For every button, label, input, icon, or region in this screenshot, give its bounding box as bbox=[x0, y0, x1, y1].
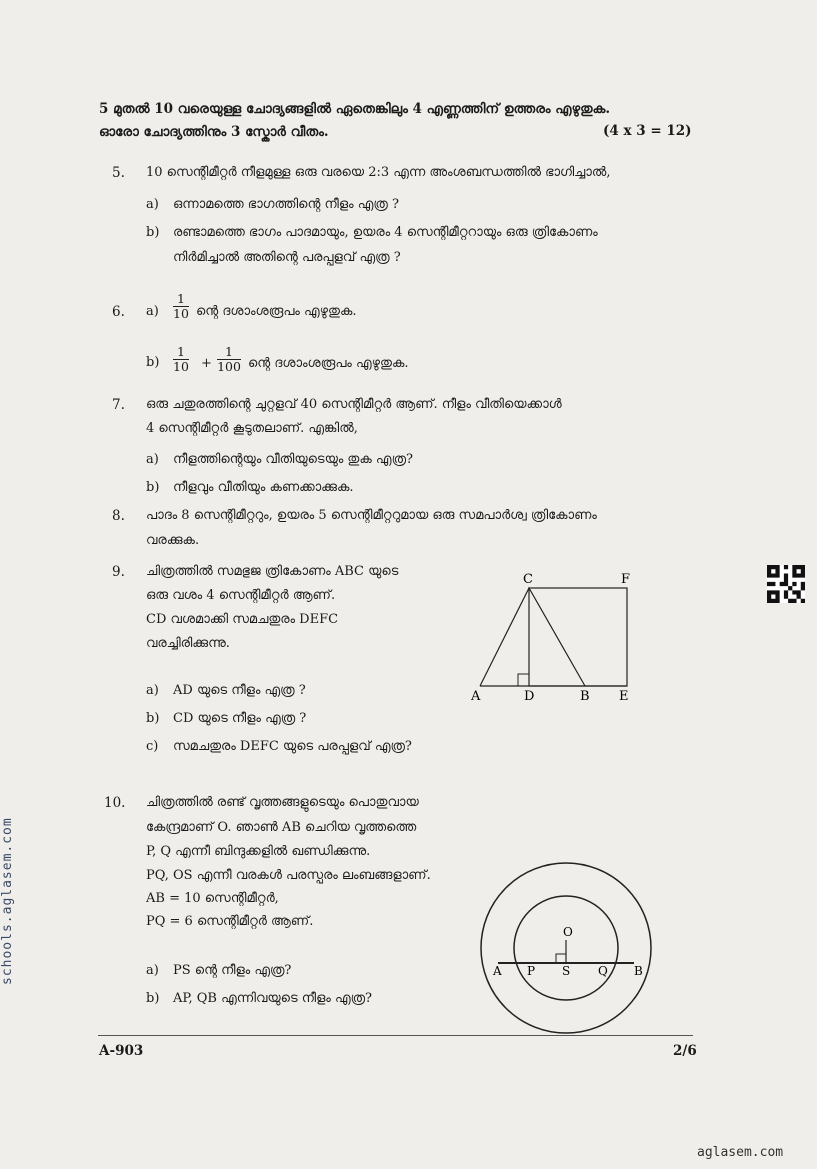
label-f: F bbox=[621, 572, 631, 587]
instruction-line-2: ഓരോ ചോദ്യത്തിനും 3 സ്കോർ വീതം. bbox=[99, 124, 329, 140]
q9-number: 9. bbox=[112, 564, 125, 580]
q6-b-fraction-1 bbox=[173, 345, 189, 374]
q10-figure bbox=[462, 856, 652, 1034]
paper-code: A-903 bbox=[99, 1043, 144, 1059]
q6-a-denominator: 10 bbox=[173, 306, 189, 321]
label-p: P bbox=[527, 964, 536, 978]
q6-b-denominator-1: 10 bbox=[173, 359, 189, 374]
q5-a-label: a) bbox=[146, 197, 159, 212]
label-b: B bbox=[580, 689, 590, 704]
q10-b-text: AP, QB എന്നിവയുടെ നീളം എത്ര? bbox=[173, 991, 373, 1006]
q5-number: 5. bbox=[112, 165, 125, 181]
corner-watermark: aglasem.com bbox=[697, 1145, 784, 1160]
label-a: A bbox=[471, 689, 481, 704]
q9-figure bbox=[465, 568, 635, 708]
right-angle-mark-s bbox=[556, 954, 566, 963]
q10-a-label: a) bbox=[146, 963, 159, 978]
q7-b-label: b) bbox=[146, 480, 160, 495]
q6-b-text: ന്റെ ദശാംശരൂപം എഴുതുക. bbox=[248, 356, 409, 371]
q9-line4: വരച്ചിരിക്കുന്നു. bbox=[146, 636, 230, 651]
q9-a-text: AD യുടെ നീളം എത്ര ? bbox=[173, 683, 306, 698]
q5-b-line1: രണ്ടാമത്തെ ഭാഗം പാദമായും, ഉയരം 4 സെന്റിമീറ്ററായും ഒരു ത്രികോണം bbox=[173, 225, 598, 240]
q6-b-numerator-1: 1 bbox=[177, 344, 185, 359]
q9-b-text: CD യുടെ നീളം എത്ര ? bbox=[173, 711, 307, 726]
label-b: B bbox=[634, 964, 643, 978]
page-number: 2/6 bbox=[673, 1043, 697, 1059]
q7-a-label: a) bbox=[146, 452, 159, 467]
q7-line2: 4 സെന്റിമീറ്റർ കൂടുതലാണ്. എങ്കിൽ, bbox=[146, 421, 358, 436]
q7-b-text: നീളവും വീതിയും കണക്കാക്കുക. bbox=[173, 480, 354, 495]
qr-code-icon bbox=[767, 565, 805, 603]
q6-b-denominator-2: 100 bbox=[217, 359, 241, 374]
q10-line2: കേന്ദ്രമാണ് O. ഞാൺ AB ചെറിയ വൃത്തത്തെ bbox=[146, 820, 417, 835]
q10-line1: ചിത്രത്തിൽ രണ്ട് വൃത്തങ്ങളുടെയും പൊതുവായ bbox=[146, 795, 419, 810]
q9-a-label: a) bbox=[146, 683, 159, 698]
q6-number: 6. bbox=[112, 304, 125, 320]
q6-a-numerator: 1 bbox=[177, 291, 185, 306]
q6-a-fraction bbox=[173, 292, 189, 321]
label-s: S bbox=[562, 964, 571, 978]
q10-line5: AB = 10 സെന്റിമീറ്റർ, bbox=[146, 891, 279, 906]
q10-line3: P, Q എന്നീ ബിന്ദുക്കളിൽ ഖണ്ഡിക്കുന്നു. bbox=[146, 844, 371, 859]
q7-number: 7. bbox=[112, 397, 125, 413]
triangle-abc bbox=[480, 588, 585, 686]
q6-b-plus: + bbox=[201, 356, 212, 371]
q9-b-label: b) bbox=[146, 711, 160, 726]
q5-b-line2: നിർമിച്ചാൽ അതിന്റെ പരപ്പളവ് എത്ര ? bbox=[173, 250, 401, 265]
side-watermark: schools.aglasem.com bbox=[0, 817, 15, 985]
instruction-line-1: 5 മുതൽ 10 വരെയുള്ള ചോദ്യങ്ങളിൽ ഏതെങ്കിലും 4 എണ്ണത്തിന് ഉത്തരം എഴുതുക. bbox=[99, 101, 611, 117]
label-o: O bbox=[563, 925, 573, 939]
q5-b-label: b) bbox=[146, 225, 160, 240]
q9-line1: ചിത്രത്തിൽ സമഭുജ ത്രികോണം ABC യുടെ bbox=[146, 564, 399, 579]
footer-rule bbox=[98, 1035, 693, 1036]
q7-a-text: നീളത്തിന്റെയും വീതിയുടെയും തുക എത്ര? bbox=[173, 452, 413, 467]
q10-line4: PQ, OS എന്നീ വരകൾ പരസ്പരം ലംബങ്ങളാണ്. bbox=[146, 868, 431, 883]
q9-line3: CD വശമാക്കി സമചതുരം DEFC bbox=[146, 612, 339, 627]
q10-number: 10. bbox=[104, 795, 126, 811]
q6-b-fraction-2 bbox=[217, 345, 241, 374]
q6-a-text: ന്റെ ദശാംശരൂപം എഴുതുക. bbox=[196, 304, 357, 319]
square-defc bbox=[529, 588, 627, 686]
q6-b-label: b) bbox=[146, 355, 160, 370]
q10-a-text: PS ന്റെ നീളം എത്ര? bbox=[173, 963, 292, 978]
label-q: Q bbox=[598, 964, 608, 978]
q5-a-text: ഒന്നാമത്തെ ഭാഗത്തിന്റെ നീളം എത്ര ? bbox=[173, 197, 399, 212]
q9-c-text: സമചതുരം DEFC യുടെ പരപ്പളവ് എത്ര? bbox=[173, 739, 412, 754]
q8-line2: വരക്കുക. bbox=[146, 533, 200, 548]
label-c: C bbox=[523, 572, 533, 587]
q10-b-label: b) bbox=[146, 991, 160, 1006]
q8-number: 8. bbox=[112, 508, 125, 524]
label-a: A bbox=[493, 964, 502, 978]
q7-line1: ഒരു ചതുരത്തിന്റെ ചുറ്റളവ് 40 സെന്റിമീറ്റർ ആണ്. നീളം വീതിയെക്കാൾ bbox=[146, 397, 562, 412]
label-d: D bbox=[524, 689, 535, 704]
q10-line6: PQ = 6 സെന്റിമീറ്റർ ആണ്. bbox=[146, 914, 314, 929]
q8-line1: പാദം 8 സെന്റിമീറ്ററും, ഉയരം 5 സെന്റിമീറ്ററുമായ ഒരു സമപാർശ്വ ത്രികോണം bbox=[146, 508, 597, 523]
q9-c-label: c) bbox=[146, 739, 159, 754]
label-e: E bbox=[619, 689, 629, 704]
q6-a-label: a) bbox=[146, 304, 159, 319]
q9-line2: ഒരു വശം 4 സെന്റിമീറ്റർ ആണ്. bbox=[146, 588, 336, 603]
right-angle-mark bbox=[518, 674, 529, 686]
q5-stem: 10 സെന്റിമീറ്റർ നീളമുള്ള ഒരു വരയെ 2:3 എന്ന അംശബന്ധത്തിൽ ഭാഗിച്ചാൽ, bbox=[146, 165, 611, 180]
q6-b-numerator-2: 1 bbox=[225, 344, 233, 359]
marks-allocation: (4 x 3 = 12) bbox=[603, 123, 692, 139]
